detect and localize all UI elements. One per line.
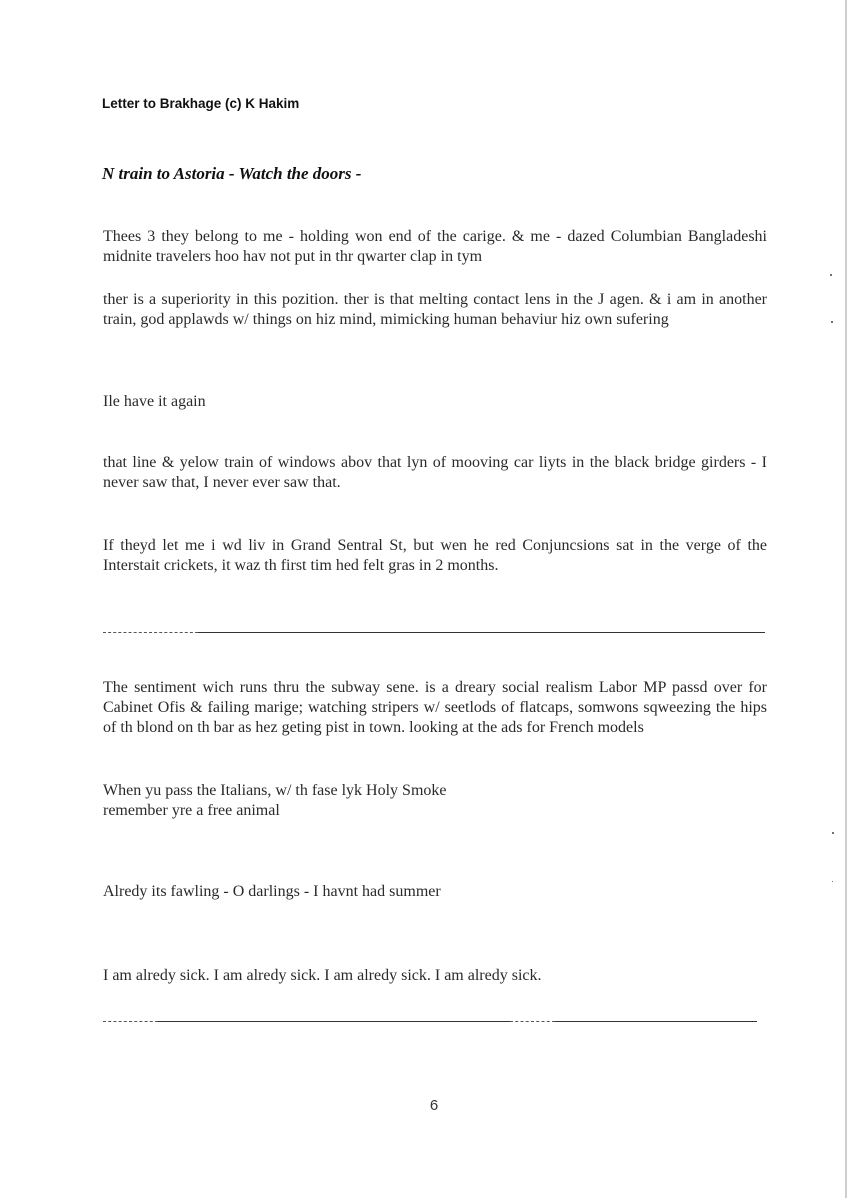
- scan-speck: [832, 832, 834, 834]
- divider-dashed-2a: [103, 1021, 158, 1022]
- divider-dashed-2b: [510, 1021, 555, 1022]
- verse-line-1: When yu pass the Italians, w/ th fase lyk Holy Smoke: [103, 782, 447, 799]
- paragraph-4: that line & yelow train of windows abov that lyn of mooving car liyts in the black bridge girders - I never saw that, I never ever saw that.: [103, 454, 767, 491]
- verse-line-2: remember yre a free animal: [103, 802, 280, 819]
- divider-dashed-1: [103, 632, 198, 633]
- scan-speck: [832, 881, 833, 882]
- paragraph-3: Ile have it again: [103, 393, 206, 410]
- scan-speck: [830, 274, 832, 276]
- divider-line-2a: [158, 1021, 510, 1022]
- sick-line: I am alredy sick. I am alredy sick. I am alredy sick. I am alredy sick.: [103, 967, 542, 984]
- divider-line-2b: [555, 1021, 757, 1022]
- document-header: Letter to Brakhage (c) K Hakim: [102, 96, 300, 111]
- paragraph-1: Thees 3 they belong to me - holding won end of the carige. & me - dazed Columbian Bangladeshi midnite travelers hoo hav not put in thr qwarter clap in tym: [103, 228, 767, 265]
- divider-line-1: [198, 632, 765, 633]
- paragraph-2: ther is a superiority in this pozition. ther is that melting contact lens in the J agen. & i am in another train, god applawds w/ things on hiz mind, mimicking human behaviur hiz own sufering: [103, 291, 767, 328]
- paragraph-5: If theyd let me i wd liv in Grand Sentral St, but wen he red Conjuncsions sat in the verge of the Interstait crickets, it waz th first tim hed felt gras in 2 months.: [103, 537, 767, 574]
- paragraph-6: The sentiment wich runs thru the subway sene. is a dreary social realism Labor MP passd over for Cabinet Ofis & failing marige; watching stripers w/ seetlods of flatcaps, somwons sqweezing the hips of th blond on th bar as hez geting pist in town. looking at the ads for French models: [103, 679, 767, 736]
- page-number: 6: [429, 1097, 439, 1114]
- scan-speck: [831, 321, 833, 323]
- summer-line: Alredy its fawling - O darlings - I havnt had summer: [103, 883, 441, 900]
- section-title: N train to Astoria - Watch the doors -: [102, 164, 362, 183]
